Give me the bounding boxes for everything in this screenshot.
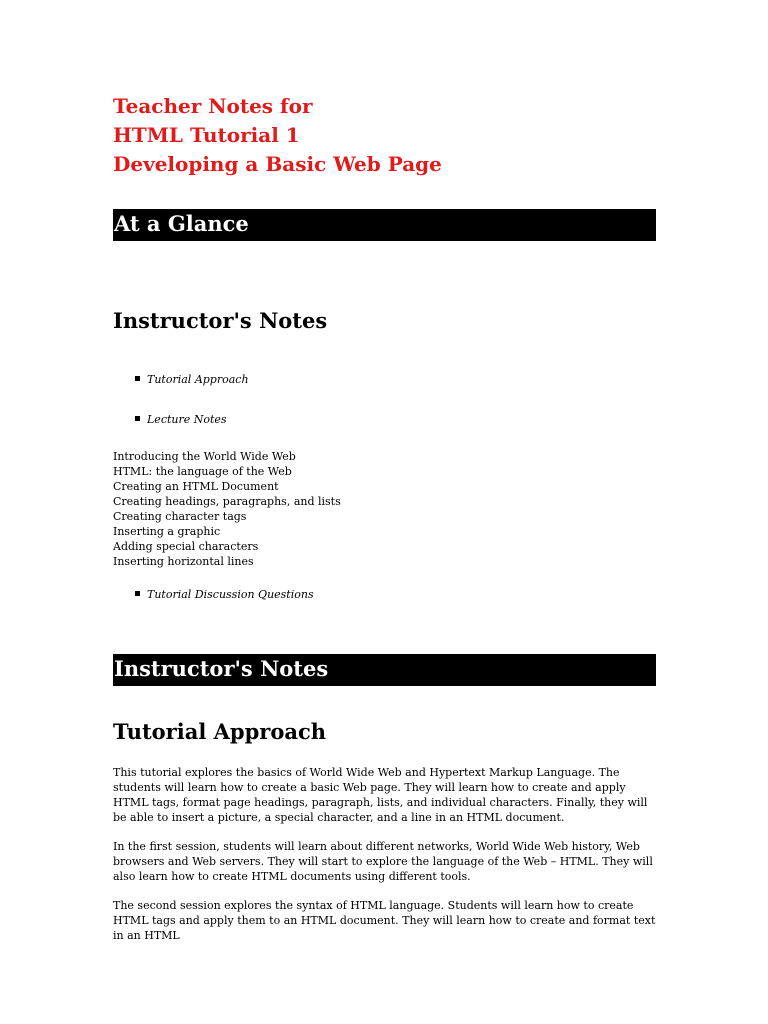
bullet-square-icon xyxy=(135,591,140,596)
bullet-square-icon xyxy=(135,416,140,421)
title-line-2: HTML Tutorial 1 xyxy=(113,123,300,147)
instructors-notes-heading: Instructor's Notes xyxy=(113,308,328,333)
at-a-glance-bar: At a Glance xyxy=(113,209,656,241)
title-line-3: Developing a Basic Web Page xyxy=(113,152,442,176)
bullet-label: Tutorial Approach xyxy=(147,373,249,386)
bullet-tutorial-approach[interactable] xyxy=(135,373,249,387)
title-line-1: Teacher Notes for xyxy=(113,94,313,118)
list-item: HTML: the language of the Web xyxy=(113,465,292,478)
paragraph-3: The second session explores the syntax of HTML language. Students will learn how to create HTML tags and apply them to an HTML document. They will learn how to create and format text in an HTML xyxy=(113,899,656,942)
list-item: Introducing the World Wide Web xyxy=(113,450,296,463)
bullet-lecture-notes[interactable] xyxy=(135,413,227,427)
bullet-square-icon xyxy=(135,376,140,381)
instructors-notes-bar: Instructor's Notes xyxy=(113,654,656,686)
paragraph-1: This tutorial explores the basics of World Wide Web and Hypertext Markup Language. The students will learn how to create a basic Web page. They will learn how to create and apply HTML tags, format page headings, paragraph, lists, and individual characters. Finally, they will be able to insert a picture, a special character, and a line in an HTML document. xyxy=(113,766,648,824)
paragraph-2: In the first session, students will learn about different networks, World Wide Web history, Web browsers and Web servers. They will start to explore the language of the Web – HTML. They will also learn how to create HTML documents using different tools. xyxy=(113,840,653,883)
lecture-topics-list xyxy=(113,449,341,569)
list-item: Creating an HTML Document xyxy=(113,480,279,493)
bullet-label: Lecture Notes xyxy=(147,413,227,426)
tutorial-approach-heading: Tutorial Approach xyxy=(113,719,327,744)
list-item: Adding special characters xyxy=(113,540,259,553)
list-item: Inserting horizontal lines xyxy=(113,555,254,568)
list-item: Creating headings, paragraphs, and lists xyxy=(113,495,341,508)
list-item: Creating character tags xyxy=(113,510,247,523)
list-item: Inserting a graphic xyxy=(113,525,221,538)
bullet-discussion-questions[interactable] xyxy=(135,588,314,602)
document-title xyxy=(113,92,442,179)
bullet-label: Tutorial Discussion Questions xyxy=(147,588,314,601)
